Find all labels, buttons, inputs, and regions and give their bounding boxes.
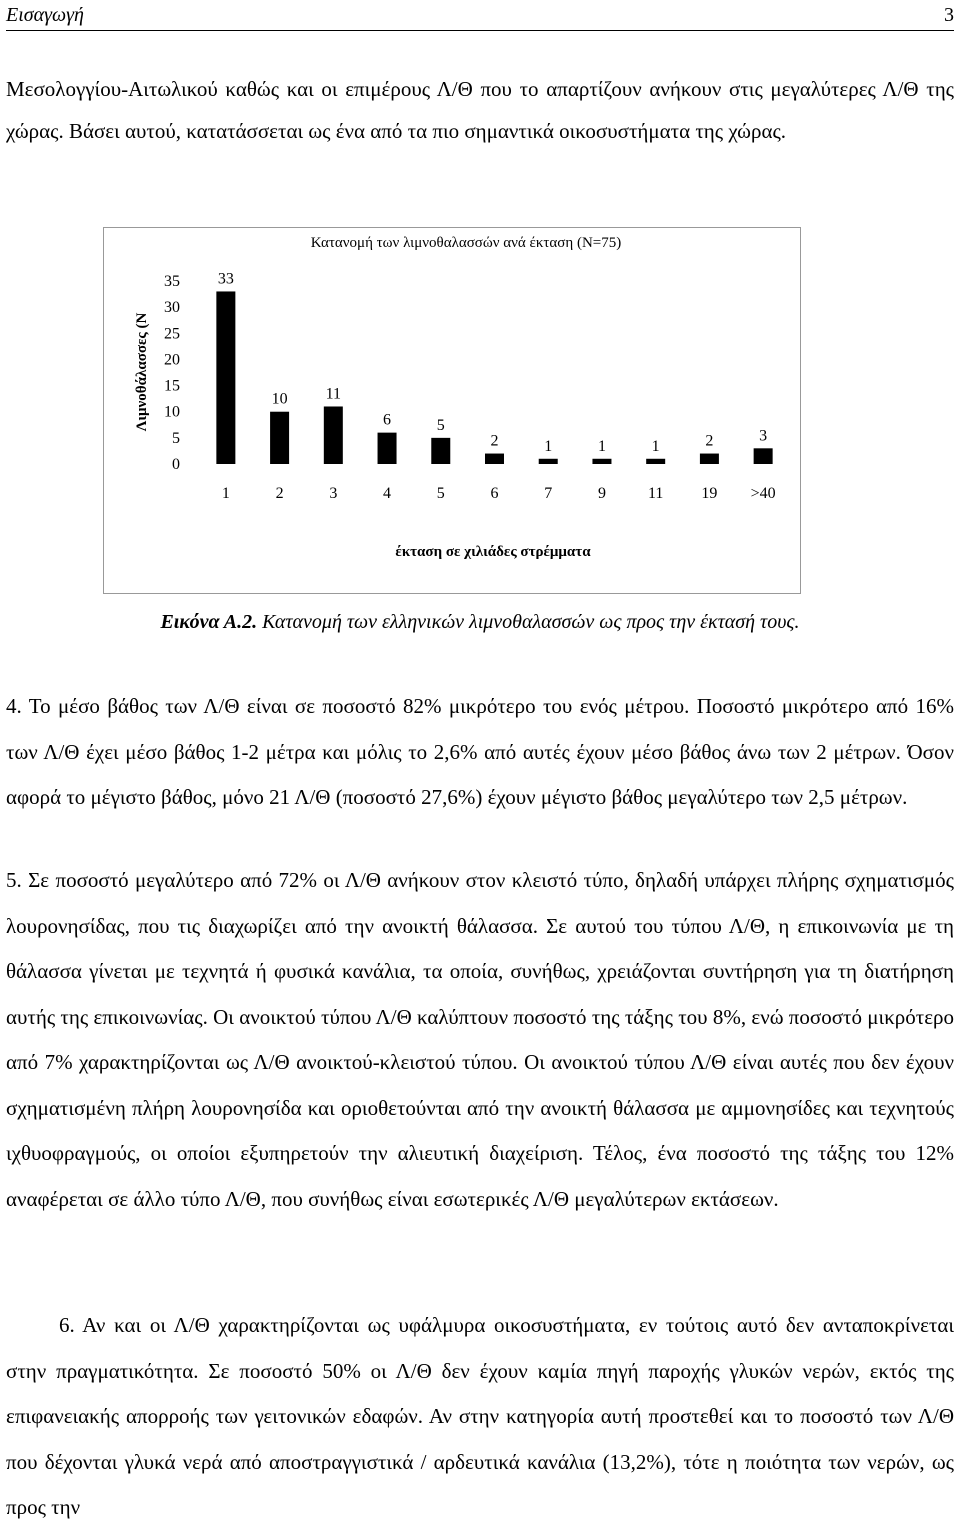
x-tick-label-7: 7 (544, 485, 553, 502)
x-tick-label-4: 4 (383, 485, 392, 502)
bar-4 (378, 433, 397, 464)
page-number: 3 (944, 4, 954, 26)
y-tick-label: 35 (164, 273, 180, 290)
y-tick-label: 30 (164, 299, 180, 317)
x-tick-label-6: 6 (490, 485, 499, 502)
data-label-7: 1 (544, 437, 553, 455)
y-tick-label: 5 (172, 429, 180, 447)
figure-caption (0, 611, 960, 634)
data-label-3: 11 (325, 385, 342, 403)
bar-1 (216, 291, 235, 464)
y-tick-label: 20 (164, 351, 180, 369)
intro-paragraph: Μεσολογγίου-Αιτωλικού καθώς και οι επιμέρους Λ/Θ που το απαρτίζουν ανήκουν στις μεγαλύτερες Λ/Θ της χώρας. Βάσει αυτού, κατατάσσεται ως ένα από τα πιο σημαντικά οικοσυστήματα της χώρας. (6, 77, 954, 143)
data-label-4: 6 (383, 411, 392, 429)
bar-7 (539, 459, 558, 464)
data-label-6: 2 (490, 432, 499, 450)
paragraph-5: 5. Σε ποσοστό μεγαλύτερο από 72% οι Λ/Θ ανήκουν στον κλειστό τύπο, δηλαδή υπάρχει πλήρης σχηματισμός λουρονησίδας, που τις διαχωρίζει από την ανοικτή θάλασσα. Σε αυτού του τύπου Λ/Θ, η επικοινωνία με τη θάλασσα γίνεται με τεχνητά ή φυσικά κανάλια, τα οποία, συνήθως, χρειάζονται συντήρηση για τη διατήρηση αυτής της επικοινωνίας. Οι ανοικτού τύπου Λ/Θ καλύπτουν ποσοστό της τάξης του 8%, ενώ ποσοστό μικρότερο από 7% χαρακτηρίζονται ως Λ/Θ ανοικτού-κλειστού τύπου. Οι ανοικτού τύπου Λ/Θ είναι αυτές που δεν έχουν σχηματισμένη πλήρη λουρονησίδα και οριοθετούνται από την ανοικτή θάλασσα με αμμονησίδες και τεχνητούς ιχθυοφραγμούς, οι οποίοι εξυπηρετούν την αλιευτική διαχείριση. Τέλος, ένα ποσοστό της τάξης του 12% αναφέρεται σε άλλο τύπο Λ/Θ, που συνήθως είναι εσωτερικές Λ/Θ μεγαλύτερων εκτάσεων. (6, 868, 954, 1211)
x-tick-label-11: >40 (750, 485, 776, 502)
y-tick-label: 15 (164, 377, 180, 395)
data-label-1: 33 (217, 270, 234, 288)
data-label-2: 10 (271, 390, 288, 408)
bar-9 (646, 459, 665, 464)
x-tick-label-3: 3 (329, 485, 338, 502)
data-label-5: 5 (436, 416, 445, 434)
data-label-9: 1 (651, 437, 660, 455)
data-label-10: 2 (705, 432, 714, 450)
x-tick-label-1: 1 (221, 485, 230, 502)
x-tick-label-8: 9 (597, 485, 606, 502)
bar-10 (700, 454, 719, 464)
bar-2 (270, 412, 289, 464)
figure-caption-text: Κατανομή των ελληνικών λιμνοθαλασσών ως προς την έκτασή τους. (257, 611, 800, 633)
bar-3 (324, 406, 343, 464)
bar-6 (485, 454, 504, 464)
area-distribution-chart (103, 227, 801, 594)
x-tick-label-2: 2 (275, 485, 284, 502)
bar-11 (754, 448, 773, 464)
bar-8 (592, 459, 611, 464)
y-tick-label: 10 (164, 403, 180, 421)
data-label-11: 3 (759, 427, 768, 445)
data-label-8: 1 (597, 437, 606, 455)
figure-caption-label: Εικόνα Α.2. (160, 611, 258, 633)
x-tick-label-10: 19 (701, 485, 718, 502)
bar-5 (431, 438, 450, 464)
x-tick-label-9: 11 (647, 485, 664, 502)
paragraph-4: 4. Το μέσο βάθος των Λ/Θ είναι σε ποσοστό 82% μικρότερο του ενός μέτρου. Ποσοστό μικρότερο από 16% των Λ/Θ έχει μέσο βάθος 1-2 μέτρα και μόλις το 2,6% από αυτές έχουν μέσο βάθος άνω των 2 μέτρων. Όσον αφορά το μέγιστο βάθος, μόνο 21 Λ/Θ (ποσοστό 27,6%) έχουν μέγιστο βάθος μεγαλύτερο των 2,5 μέτρων. (6, 694, 954, 809)
paragraph-6: 6. Αν και οι Λ/Θ χαρακτηρίζονται ως υφάλμυρα οικοσυστήματα, εν τούτοις αυτό δεν ανταποκρίνεται στην πραγματικότητα. Σε ποσοστό 50% οι Λ/Θ δεν έχουν καμία πηγή παροχής γλυκών νερών, εκτός της επιφανειακής απορροής των γειτονικών εδαφών. Αν στην κατηγορία αυτή προστεθεί και το ποσοστό των Λ/Θ που δέχονται γλυκά νερά από αποστραγγιστικά / αρδευτικά κανάλια (13,2%), τότε η ποιότητα των νερών, ως προς την (6, 1313, 954, 1519)
x-axis-label: έκταση σε χιλιάδες στρέμματα (395, 544, 591, 560)
y-axis-label: Λιμνοθάλασσες (Ν (134, 312, 150, 432)
chart-svg (104, 228, 800, 593)
chart-title: Κατανομή των λιμνοθαλασσών ανά έκταση (N=75) (310, 235, 622, 251)
y-tick-label: 0 (172, 456, 180, 473)
y-tick-label: 25 (164, 325, 180, 343)
page-header (6, 4, 954, 31)
section-title: Εισαγωγή (6, 4, 84, 26)
x-tick-label-5: 5 (436, 485, 445, 502)
